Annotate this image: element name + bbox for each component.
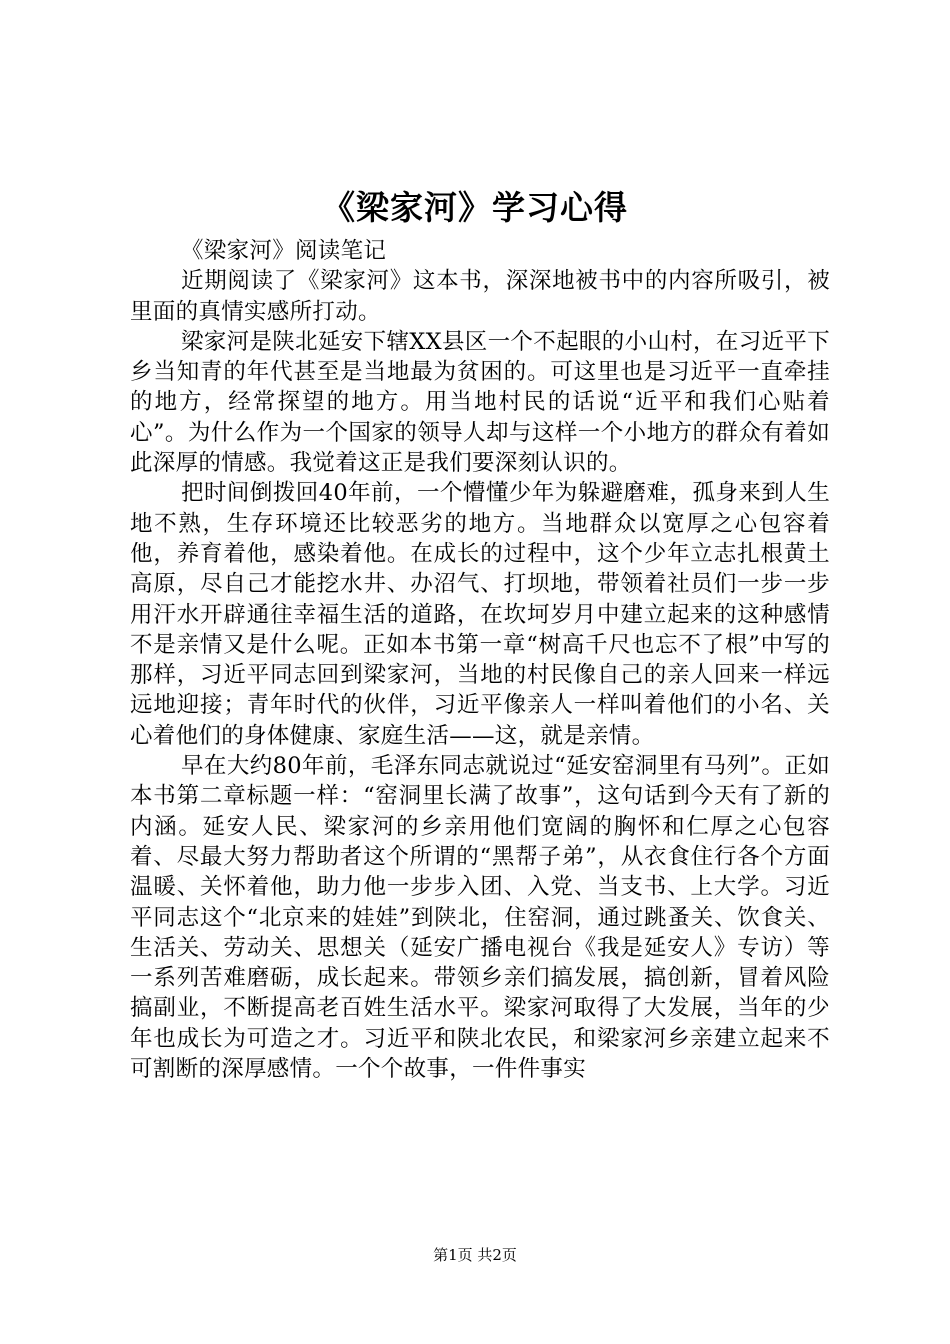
document-body bbox=[130, 236, 830, 1084]
paragraph-eighty-years: 早在大约80年前，毛泽东同志就说过“延安窑洞里有马列”。正如本书第二章标题一样：“窑洞里长满了故事”，这句话到今天有了新的内涵。延安人民、梁家河的乡亲用他们宽阔的胸怀和仁厚之心包容着、尽最大努力帮助者这个所谓的“黑帮子弟”，从衣食住行各个方面温暖、关怀着他，助力他一步步入团、入党、当支书、上大学。习近平同志这个“北京来的娃娃”到陕北，住窑洞，通过跳蚤关、饮食关、生活关、劳动关、思想关（延安广播电视台《我是延安人》专访）等一系列苦难磨砺，成长起来。带领乡亲们搞发展，搞创新，冒着风险搞副业，不断提高老百姓生活水平。梁家河取得了大发展，当年的少年也成长为可造之才。习近平和陕北农民，和梁家河乡亲建立起来不可割断的深厚感情。一个个故事，一件件事实 bbox=[130, 753, 830, 1083]
paragraph-intro: 近期阅读了《梁家河》这本书，深深地被书中的内容所吸引，被里面的真情实感所打动。 bbox=[130, 268, 830, 325]
paragraph-forty-years: 把时间倒拨回40年前，一个懵懂少年为躲避磨难，孤身来到人生地不熟，生存环境还比较恶劣的地方。当地群众以宽厚之心包容着他，养育着他，感染着他。在成长的过程中，这个少年立志扎根黄土高原，尽自己才能挖水井、办沼气、打坝地，带领着社员们一步一步用汗水开辟通往幸福生活的道路，在坎坷岁月中建立起来的这种感情不是亲情又是什么呢。正如本书第一章“树高千尺也忘不了根”中写的那样，习近平同志回到梁家河，当地的村民像自己的亲人回来一样远远地迎接；青年时代的伙伴，习近平像亲人一样叫着他们的小名、关心着他们的身体健康、家庭生活——这，就是亲情。 bbox=[130, 480, 830, 749]
paragraph-subtitle: 《梁家河》阅读笔记 bbox=[181, 238, 387, 264]
page-footer: 第1页 共2页 bbox=[433, 1246, 517, 1264]
paragraph-liangjiahe: 梁家河是陕北延安下辖XX县区一个不起眼的小山村，在习近平下乡当知青的年代甚至是当地最为贫困的。可这里也是习近平一直牵挂的地方，经常探望的地方。用当地村民的话说“近平和我们心贴着心”。为什么作为一个国家的领导人却与这样一个小地方的群众有着如此深厚的情感。我觉着这正是我们要深刻认识的。 bbox=[130, 328, 830, 477]
document-title: 《梁家河》学习心得 bbox=[322, 188, 628, 227]
